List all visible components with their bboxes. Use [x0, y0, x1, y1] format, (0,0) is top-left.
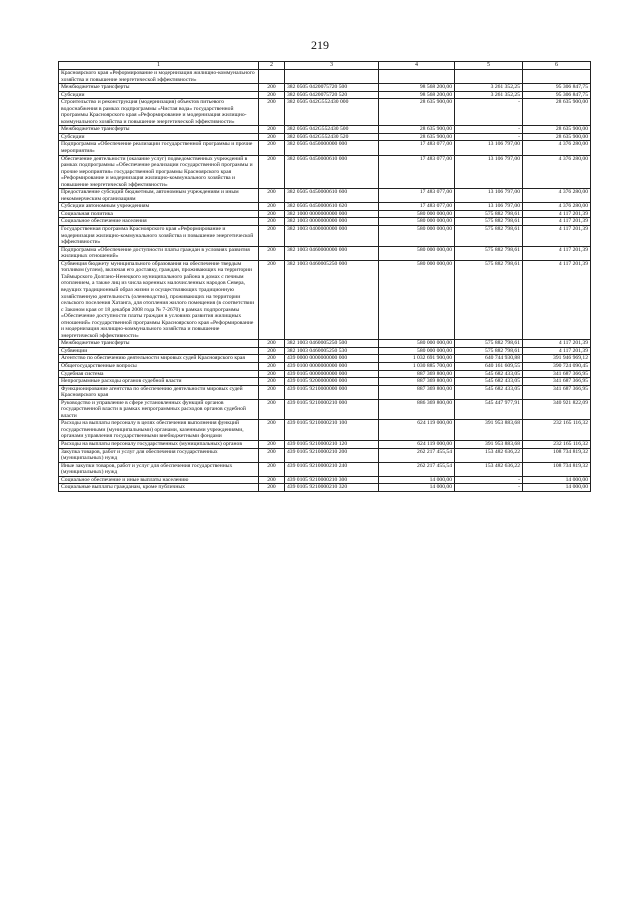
table-body	[59, 62, 591, 492]
unexecuted-amount-cell	[523, 70, 591, 84]
executed-amount-cell: 545 682 433,05	[455, 385, 523, 399]
row-name-cell: Социальное обеспечение населения	[59, 218, 259, 226]
table-row	[59, 210, 591, 218]
row-name-cell: Агентство по обеспечению деятельности мировых судей Красноярского края	[59, 355, 259, 363]
approved-amount-cell: 17 483 077,00	[379, 141, 455, 155]
line-code-cell: 200	[259, 91, 285, 99]
budget-code-cell: 382 0505 0420075720 500	[285, 84, 379, 92]
line-code-cell: 200	[259, 155, 285, 189]
row-name-cell: Красноярского края «Реформирование и модернизация жилищно-коммунального хозяйства и повышение энергетической эффективности»	[59, 70, 259, 84]
budget-code-cell: 382 0505 0450000610 620	[285, 203, 379, 211]
budget-code-cell	[285, 70, 379, 84]
table-row	[59, 126, 591, 134]
row-name-cell: Расходы на выплаты персоналу в целях обеспечения выполнения функций государственными (муниципальными) органами, казенными учреждениями, органами управления государственными внебюджетными фондами	[59, 420, 259, 441]
unexecuted-amount-cell: 232 165 116,32	[523, 420, 591, 441]
table-row	[59, 399, 591, 420]
table-header-row	[59, 62, 591, 70]
executed-amount-cell: -	[455, 133, 523, 141]
executed-amount-cell: -	[455, 99, 523, 126]
approved-amount-cell: 887 369 800,00	[379, 378, 455, 386]
executed-amount-cell: 3 261 352,25	[455, 91, 523, 99]
unexecuted-amount-cell: 28 635 900,00	[523, 133, 591, 141]
budget-code-cell: 439 0100 0000000000 000	[285, 362, 379, 370]
budget-execution-table	[58, 61, 591, 492]
line-code-cell: 200	[259, 484, 285, 492]
table-row	[59, 91, 591, 99]
row-name-cell: Обеспечение деятельности (оказание услуг) подведомственных учреждений в рамках подпрограммы «Обеспечение реализации государственной программы и прочие мероприятия» государственной программы Красноярского края «Реформирование и модернизация жилищно-коммунального хозяйства и повышение энергетической эффективности»	[59, 155, 259, 189]
budget-code-cell: 382 1003 0000000000 000	[285, 218, 379, 226]
line-code-cell: 200	[259, 260, 285, 340]
table-row	[59, 99, 591, 126]
unexecuted-amount-cell: 14 000,00	[523, 476, 591, 484]
line-code-cell: 200	[259, 133, 285, 141]
executed-amount-cell: 153 482 636,22	[455, 448, 523, 462]
unexecuted-amount-cell: 341 687 366,95	[523, 370, 591, 378]
unexecuted-amount-cell: 95 306 847,75	[523, 91, 591, 99]
line-code-cell: 200	[259, 347, 285, 355]
budget-code-cell: 439 0105 9200000000 000	[285, 378, 379, 386]
column-header: 1	[59, 62, 259, 70]
approved-amount-cell: 580 000 000,00	[379, 246, 455, 260]
budget-code-cell: 382 0505 042G552430 500	[285, 126, 379, 134]
table-row	[59, 440, 591, 448]
budget-code-cell: 382 0505 0450000610 600	[285, 189, 379, 203]
unexecuted-amount-cell: 390 724 090,45	[523, 362, 591, 370]
budget-code-cell: 439 0105 9210000210 300	[285, 476, 379, 484]
row-name-cell: Межбюджетные трансферты	[59, 126, 259, 134]
approved-amount-cell: 580 000 000,00	[379, 260, 455, 340]
unexecuted-amount-cell: 28 635 900,00	[523, 99, 591, 126]
line-code-cell: 200	[259, 141, 285, 155]
line-code-cell: 200	[259, 218, 285, 226]
unexecuted-amount-cell: 4 117 201,39	[523, 246, 591, 260]
line-code-cell: 200	[259, 370, 285, 378]
table-row	[59, 462, 591, 476]
unexecuted-amount-cell: 108 734 819,32	[523, 448, 591, 462]
row-name-cell: Государственная программа Красноярского края «Реформирование и модернизация жилищно-коммунального хозяйства и повышение энергетической эффективности»	[59, 226, 259, 247]
executed-amount-cell	[455, 70, 523, 84]
line-code-cell: 200	[259, 226, 285, 247]
executed-amount-cell: 13 106 797,00	[455, 155, 523, 189]
unexecuted-amount-cell: 340 921 822,09	[523, 399, 591, 420]
executed-amount-cell: 575 882 798,61	[455, 340, 523, 348]
column-header: 3	[285, 62, 379, 70]
budget-code-cell: 439 0105 9210000210 200	[285, 448, 379, 462]
unexecuted-amount-cell: 4 117 201,39	[523, 226, 591, 247]
table-row	[59, 476, 591, 484]
row-name-cell: Межбюджетные трансферты	[59, 340, 259, 348]
line-code-cell: 200	[259, 448, 285, 462]
executed-amount-cell: 153 482 636,22	[455, 462, 523, 476]
row-name-cell: Подпрограмма «Обеспечение доступности платы граждан в условиях развития жилищных отношений»	[59, 246, 259, 260]
budget-code-cell: 382 1003 0460000000 000	[285, 246, 379, 260]
approved-amount-cell: 28 635 900,00	[379, 133, 455, 141]
row-name-cell: Подпрограмма «Обеспечение реализации государственной программы и прочие мероприятия»	[59, 141, 259, 155]
table-row	[59, 484, 591, 492]
budget-code-cell: 439 0105 9210000210 320	[285, 484, 379, 492]
row-name-cell: Межбюджетные трансферты	[59, 84, 259, 92]
line-code-cell: 200	[259, 210, 285, 218]
approved-amount-cell: 580 000 000,00	[379, 210, 455, 218]
budget-code-cell: 382 1003 0460005250 500	[285, 340, 379, 348]
executed-amount-cell: 3 261 352,25	[455, 84, 523, 92]
unexecuted-amount-cell: 4 117 201,39	[523, 218, 591, 226]
budget-code-cell: 382 0505 0450000610 000	[285, 155, 379, 189]
row-name-cell: Руководство и управление в сфере установленных функций органов государственной власти в рамках непрограммных расходов органов судебной власти	[59, 399, 259, 420]
line-code-cell: 200	[259, 440, 285, 448]
approved-amount-cell: 580 000 000,00	[379, 218, 455, 226]
table-row	[59, 370, 591, 378]
executed-amount-cell: 545 682 433,05	[455, 370, 523, 378]
table-row	[59, 84, 591, 92]
budget-code-cell: 382 0505 0420075720 520	[285, 91, 379, 99]
table-row	[59, 448, 591, 462]
row-name-cell: Субсидии	[59, 91, 259, 99]
budget-code-cell: 382 0505 042G552430 520	[285, 133, 379, 141]
unexecuted-amount-cell: 4 117 201,39	[523, 210, 591, 218]
executed-amount-cell: 545 682 433,05	[455, 378, 523, 386]
unexecuted-amount-cell: 4 376 280,00	[523, 155, 591, 189]
executed-amount-cell: 575 882 798,61	[455, 218, 523, 226]
table-row	[59, 155, 591, 189]
unexecuted-amount-cell: 4 117 201,39	[523, 340, 591, 348]
line-code-cell: 200	[259, 420, 285, 441]
executed-amount-cell: 13 106 797,00	[455, 189, 523, 203]
budget-code-cell: 382 0505 042G552430 000	[285, 99, 379, 126]
approved-amount-cell: 28 635 900,00	[379, 99, 455, 126]
row-name-cell: Социальная политика	[59, 210, 259, 218]
budget-code-cell: 439 0105 9210000210 240	[285, 462, 379, 476]
line-code-cell: 200	[259, 189, 285, 203]
row-name-cell: Расходы на выплаты персоналу государственных (муниципальных) органов	[59, 440, 259, 448]
executed-amount-cell: 640 161 609,55	[455, 362, 523, 370]
budget-code-cell: 382 1003 0400000000 000	[285, 226, 379, 247]
row-name-cell: Субсидии автономным учреждениям	[59, 203, 259, 211]
row-name-cell: Строительство и реконструкция (модернизация) объектов питьевого водоснабжения в рамках подпрограммы «Чистая вода» государственной программы Красноярского края «Реформирование и модернизация жилищно-коммунального хозяйства и повышение энергетической эффективности»	[59, 99, 259, 126]
approved-amount-cell: 17 483 077,00	[379, 189, 455, 203]
budget-code-cell: 439 0105 9210000210 000	[285, 399, 379, 420]
line-code-cell	[259, 70, 285, 84]
table-row	[59, 189, 591, 203]
approved-amount-cell: 624 119 000,00	[379, 440, 455, 448]
line-code-cell: 200	[259, 203, 285, 211]
executed-amount-cell: 391 953 883,68	[455, 440, 523, 448]
budget-code-cell: 382 1003 0460005250 530	[285, 347, 379, 355]
row-name-cell: Функционирование агентства по обеспечению деятельности мировых судей Красноярского края	[59, 385, 259, 399]
budget-code-cell: 382 1000 0000000000 000	[285, 210, 379, 218]
line-code-cell: 200	[259, 476, 285, 484]
approved-amount-cell: 14 000,00	[379, 484, 455, 492]
approved-amount-cell: 887 369 800,00	[379, 370, 455, 378]
approved-amount-cell: 28 635 900,00	[379, 126, 455, 134]
line-code-cell: 200	[259, 340, 285, 348]
row-name-cell: Социальные выплаты гражданам, кроме публичных	[59, 484, 259, 492]
unexecuted-amount-cell: 4 117 201,39	[523, 347, 591, 355]
row-name-cell: Судебная система	[59, 370, 259, 378]
approved-amount-cell: 17 483 077,00	[379, 155, 455, 189]
executed-amount-cell: 575 882 798,61	[455, 246, 523, 260]
column-header: 2	[259, 62, 285, 70]
table-row	[59, 203, 591, 211]
unexecuted-amount-cell: 14 000,00	[523, 484, 591, 492]
unexecuted-amount-cell: 108 734 819,32	[523, 462, 591, 476]
approved-amount-cell	[379, 70, 455, 84]
table-row	[59, 385, 591, 399]
executed-amount-cell: 640 744 930,88	[455, 355, 523, 363]
table-row	[59, 133, 591, 141]
approved-amount-cell: 98 568 200,00	[379, 91, 455, 99]
row-name-cell: Иные закупки товаров, работ и услуг для обеспечения государственных (муниципальных) нужд	[59, 462, 259, 476]
table-row	[59, 218, 591, 226]
table-row	[59, 260, 591, 340]
row-name-cell: Субвенция бюджету муниципального образования на обеспечение твердым топливом (углем), включая его доставку, граждан, проживающих на территории Таймырского Долгано-Ненецкого муниципального района в домах с печным отоплением, а также лиц из числа коренных малочисленных народов Севера, ведущих традиционный образ жизни и осуществляющих традиционную хозяйственную деятельность (оленеводство), проживающих на территории сельского поселения Хатанга, для отопления жилого помещения (в соответствии с Законом края от 18 декабря 2008 года № 7-2670) в рамках подпрограммы «Обеспечение доступности платы граждан в условиях развития жилищных отношений» государственной программы Красноярского края «Реформирование и модернизация жилищно-коммунального хозяйства и повышение энергетической эффективности»	[59, 260, 259, 340]
line-code-cell: 200	[259, 355, 285, 363]
budget-code-cell: 382 1003 0460005250 000	[285, 260, 379, 340]
executed-amount-cell: 13 106 797,00	[455, 141, 523, 155]
table-row	[59, 141, 591, 155]
budget-code-cell: 439 0105 9210000210 100	[285, 420, 379, 441]
executed-amount-cell: 545 447 977,91	[455, 399, 523, 420]
table-row	[59, 70, 591, 84]
executed-amount-cell: -	[455, 476, 523, 484]
column-header: 5	[455, 62, 523, 70]
line-code-cell: 200	[259, 362, 285, 370]
approved-amount-cell: 580 000 000,00	[379, 226, 455, 247]
executed-amount-cell: 575 882 798,61	[455, 210, 523, 218]
approved-amount-cell: 14 000,00	[379, 476, 455, 484]
unexecuted-amount-cell: 28 635 900,00	[523, 126, 591, 134]
row-name-cell: Социальное обеспечение и иные выплаты населению	[59, 476, 259, 484]
unexecuted-amount-cell: 95 306 847,75	[523, 84, 591, 92]
table-row	[59, 362, 591, 370]
line-code-cell: 200	[259, 378, 285, 386]
approved-amount-cell: 1 032 691 900,00	[379, 355, 455, 363]
executed-amount-cell: -	[455, 126, 523, 134]
unexecuted-amount-cell: 341 687 366,95	[523, 385, 591, 399]
table-row	[59, 355, 591, 363]
line-code-cell: 200	[259, 84, 285, 92]
unexecuted-amount-cell: 4 376 280,00	[523, 203, 591, 211]
approved-amount-cell: 98 568 200,00	[379, 84, 455, 92]
table-row	[59, 420, 591, 441]
line-code-cell: 200	[259, 462, 285, 476]
approved-amount-cell: 1 030 885 700,00	[379, 362, 455, 370]
row-name-cell: Субсидии	[59, 133, 259, 141]
table-row	[59, 226, 591, 247]
table-row	[59, 340, 591, 348]
line-code-cell: 200	[259, 385, 285, 399]
executed-amount-cell: -	[455, 484, 523, 492]
budget-code-cell: 439 0000 0000000000 000	[285, 355, 379, 363]
executed-amount-cell: 575 882 798,61	[455, 260, 523, 340]
approved-amount-cell: 887 369 800,00	[379, 385, 455, 399]
unexecuted-amount-cell: 391 946 969,12	[523, 355, 591, 363]
row-name-cell: Субвенции	[59, 347, 259, 355]
unexecuted-amount-cell: 341 687 366,95	[523, 378, 591, 386]
line-code-cell: 200	[259, 246, 285, 260]
table-row	[59, 378, 591, 386]
column-header: 6	[523, 62, 591, 70]
unexecuted-amount-cell: 232 165 116,32	[523, 440, 591, 448]
line-code-cell: 200	[259, 126, 285, 134]
row-name-cell: Непрограммные расходы органов судебной власти	[59, 378, 259, 386]
approved-amount-cell: 624 119 000,00	[379, 420, 455, 441]
executed-amount-cell: 575 882 798,61	[455, 347, 523, 355]
unexecuted-amount-cell: 4 376 280,00	[523, 189, 591, 203]
budget-code-cell: 439 0105 0000000000 000	[285, 370, 379, 378]
executed-amount-cell: 391 953 883,68	[455, 420, 523, 441]
approved-amount-cell: 262 217 455,54	[379, 462, 455, 476]
budget-code-cell: 439 0105 9210000210 120	[285, 440, 379, 448]
budget-code-cell: 439 0105 9210000000 000	[285, 385, 379, 399]
budget-code-cell: 382 0505 0450000000 000	[285, 141, 379, 155]
executed-amount-cell: 575 882 798,61	[455, 226, 523, 247]
approved-amount-cell: 17 483 077,00	[379, 203, 455, 211]
approved-amount-cell: 886 369 800,00	[379, 399, 455, 420]
executed-amount-cell: 13 106 797,00	[455, 203, 523, 211]
approved-amount-cell: 580 000 000,00	[379, 347, 455, 355]
unexecuted-amount-cell: 4 117 201,39	[523, 260, 591, 340]
row-name-cell: Закупка товаров, работ и услуг для обеспечения государственных (муниципальных) нужд	[59, 448, 259, 462]
approved-amount-cell: 262 217 455,54	[379, 448, 455, 462]
row-name-cell: Предоставление субсидий бюджетным, автономным учреждениям и иным некоммерческим организациям	[59, 189, 259, 203]
line-code-cell: 200	[259, 399, 285, 420]
unexecuted-amount-cell: 4 376 280,00	[523, 141, 591, 155]
table-row	[59, 246, 591, 260]
page-number: 219	[311, 38, 329, 52]
table-row	[59, 347, 591, 355]
approved-amount-cell: 580 000 000,00	[379, 340, 455, 348]
line-code-cell: 200	[259, 99, 285, 126]
column-header: 4	[379, 62, 455, 70]
row-name-cell: Общегосударственные вопросы	[59, 362, 259, 370]
